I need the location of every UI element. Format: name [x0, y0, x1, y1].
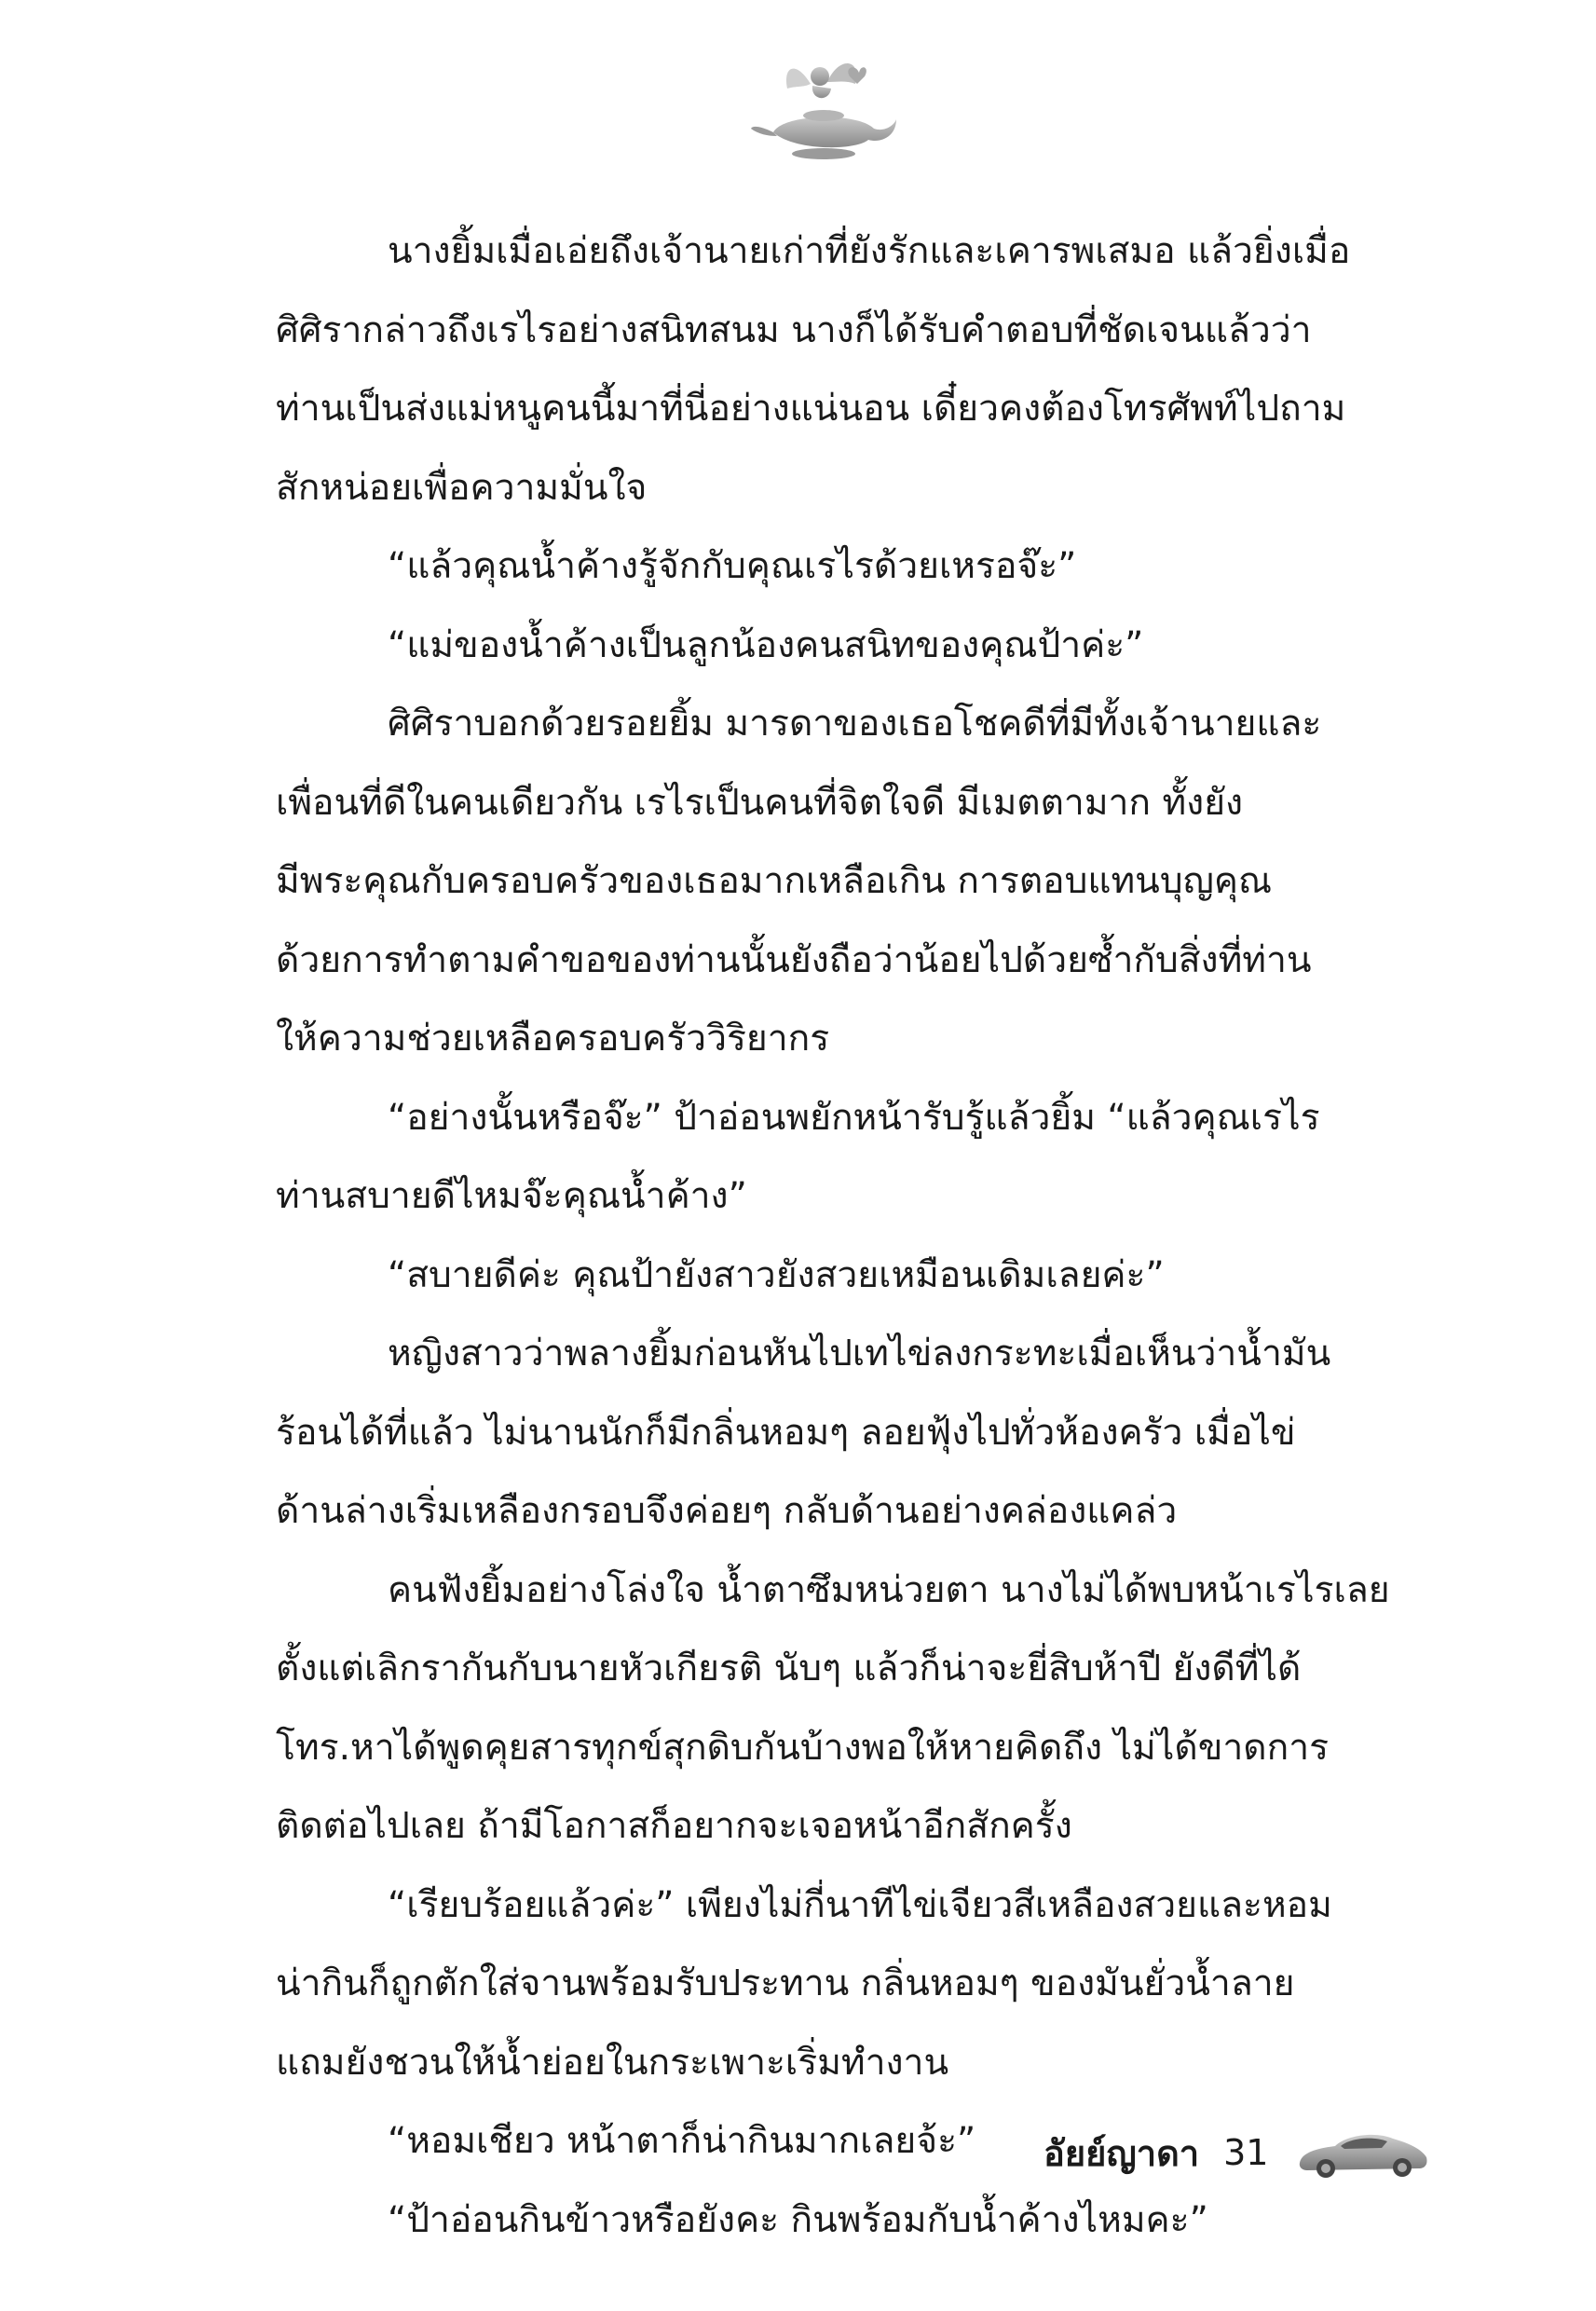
page-number: 31 — [1223, 2132, 1269, 2173]
paragraph: ศิศิราบอกด้วยรอยยิ้ม มารดาของเธอโชคดีที่มีทั้งเจ้านายและ เพื่อนที่ดีในคนเดียวกัน เรไรเป็นคนที่จิตใจดี มีเมตตามาก ทั้งยัง มีพระคุณกับครอบครัวของเธอมากเหลือเกิน การตอบแทนบุญคุณ ด้วยการทำตามคำขอของท่านนั้นยังถือว่าน้อยไปด้วยซ้ำกับสิ่งที่ท่าน ให้ความช่วยเหลือครอบครัววิริยากร — [276, 703, 1322, 1060]
angel-lamp-ornament-icon — [745, 47, 904, 168]
car-icon — [1292, 2120, 1432, 2185]
author-name: อัยย์ญาดา — [1044, 2132, 1200, 2174]
page-footer — [1044, 2120, 1432, 2185]
paragraph: คนฟังยิ้มอย่างโล่งใจ น้ำตาซึมหน่วยตา นางไม่ได้พบหน้าเรไรเลย ตั้งแต่เลิกรากันกับนายหัวเกียรติ นับๆ แล้วก็น่าจะยี่สิบห้าปี ยังดีที่ได้ โทร.หาได้พูดคุยสารทุกข์สุกดิบกันบ้างพอให้หายคิดถึง ไม่ได้ขาดการ ติดต่อไปเลย ถ้ามีโอกาสก็อยากจะเจอหน้าอีกสักครั้ง — [276, 1568, 1390, 1847]
paragraph: หญิงสาวว่าพลางยิ้มก่อนหันไปเทไข่ลงกระทะเมื่อเห็นว่าน้ำมัน ร้อนได้ที่แล้ว ไม่นานนักก็มีกลิ่นหอมๆ ลอยฟุ้งไปทั่วห้องครัว เมื่อไข่ ด้านล่างเริ่มเหลืองกรอบจึงค่อยๆ กลับด้านอย่างคล่องแคล่ว — [276, 1333, 1331, 1532]
paragraph: “เรียบร้อยแล้วค่ะ” เพียงไม่กี่นาทีไข่เจียวสีเหลืองสวยและหอม น่ากินก็ถูกตักใส่จานพร้อมรับประทาน กลิ่นหอมๆ ของมันยั่วน้ำลาย แถมยังชวนให้น้ำย่อยในกระเพาะเริ่มทำงาน — [276, 1883, 1332, 2084]
paragraph: “อย่างนั้นหรือจ๊ะ” ป้าอ่อนพยักหน้ารับรู้แล้วยิ้ม “แล้วคุณเรไร ท่านสบายดีไหมจ๊ะคุณน้ำค้าง” — [276, 1096, 1320, 1217]
story-text — [276, 212, 1403, 2260]
paragraph: นางยิ้มเมื่อเอ่ยถึงเจ้านายเก่าที่ยังรักและเคารพเสมอ แล้วยิ่งเมื่อ ศิศิรากล่าวถึงเรไรอย่างสนิทสนม นางก็ได้รับคำตอบที่ชัดเจนแล้วว่า ท่านเป็นส่งแม่หนูคนนี้มาที่นี่อย่างแน่นอน เดี๋ยวคงต้องโทรศัพท์ไปถาม สักหน่อยเพื่อความมั่นใจ — [276, 230, 1351, 509]
paragraph: “แม่ของน้ำค้างเป็นลูกน้องคนสนิทของคุณป้าค่ะ” — [388, 623, 1144, 666]
paragraph: “สบายดีค่ะ คุณป้ายังสาวยังสวยเหมือนเดิมเลยค่ะ” — [388, 1253, 1165, 1296]
paragraph: “หอมเชียว หน้าตาก็น่ากินมากเลยจ้ะ” — [388, 2120, 976, 2162]
paragraph: “ป้าอ่อนกินข้าวหรือยังคะ กินพร้อมกับน้ำค้างไหมคะ” — [388, 2198, 1208, 2241]
paragraph: “แล้วคุณน้ำค้างรู้จักกับคุณเรไรด้วยเหรอจ๊ะ” — [388, 545, 1077, 587]
